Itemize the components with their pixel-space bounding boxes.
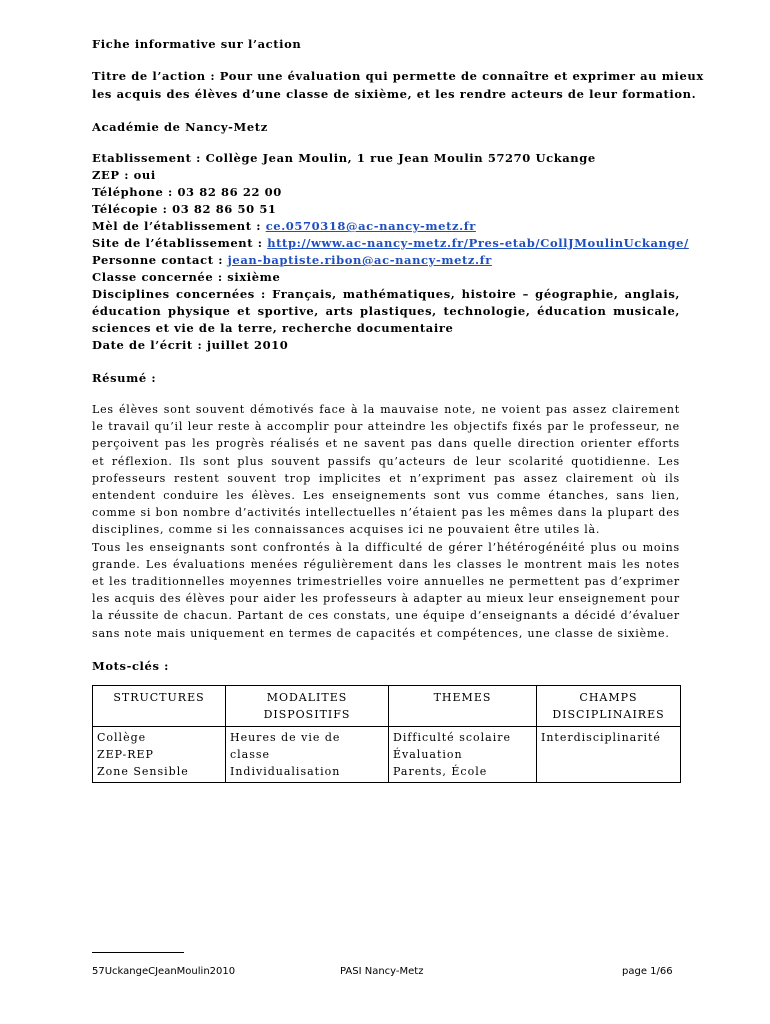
keywords-header-row xyxy=(93,685,681,726)
keywords-values-row xyxy=(93,726,681,782)
mel-link[interactable]: ce.0570318@ac-nancy-metz.fr xyxy=(265,219,476,233)
mel-line xyxy=(92,218,680,235)
list-item: Heures de vie de classe xyxy=(230,730,341,761)
mel-label: Mèl de l’établissement : xyxy=(92,219,266,233)
list-item: Interdisciplinarité xyxy=(541,730,661,744)
telecopie-line: Télécopie : 03 82 86 50 51 xyxy=(92,202,277,216)
footer-source: PASI Nancy-Metz xyxy=(340,966,424,977)
sheet-heading: Fiche informative sur l’action xyxy=(92,37,302,51)
keywords-heading: Mots-clés : xyxy=(92,658,169,673)
date-line: Date de l’écrit : juillet 2010 xyxy=(92,338,289,352)
resume-body xyxy=(92,401,680,642)
site-label: Site de l’établissement : xyxy=(92,236,268,250)
action-title-line-1: Titre de l’action : Pour une évaluation qui permette de connaître et exprimer au mieux xyxy=(92,69,704,83)
telephone-line: Téléphone : 03 82 86 22 00 xyxy=(92,185,282,199)
action-title-line-2: les acquis des élèves d’une classe de sixième, et les rendre acteurs de leur formation. xyxy=(92,87,697,101)
footer-page-number: page 1/66 xyxy=(622,966,673,977)
disciplines-line: Disciplines concernées : Français, mathématiques, histoire – géographie, anglais, éducation physique et sportive, arts plastiques, technologie, éducation musicale, sciences et vie de la terre, recherche documentaire xyxy=(92,287,680,335)
structures-cell xyxy=(93,726,226,782)
contact-line xyxy=(92,252,680,269)
list-item: Zone Sensible xyxy=(97,764,189,778)
establishment-info xyxy=(92,150,689,354)
resume-paragraph-2: Tous les enseignants sont confrontés à la difficulté de gérer l’hétérogénéité plus ou moins grande. Les évaluations menées régulièrement dans les classes le montrent mais les notes et les traditionnelles moyennes trimestrielles voire annuelles ne permettent pas d’exprimer les acquis des élèves pour aider les professeurs à adapter au mieux leur enseignement pour la réussite de chacun. Partant de ces constats, une équipe d’enseignants a décidé d’évaluer sans note mais uniquement en termes de capacités et compétences, une classe de sixième. xyxy=(92,540,680,640)
site-line xyxy=(92,235,689,252)
page-content xyxy=(92,36,704,783)
action-title xyxy=(92,67,704,103)
academie: Académie de Nancy-Metz xyxy=(92,120,268,134)
header-themes: THEMES xyxy=(389,685,537,726)
modalites-cell xyxy=(226,726,389,782)
list-item: Difficulté scolaire xyxy=(393,730,511,744)
list-item: Collège xyxy=(97,730,147,744)
footnote-divider xyxy=(92,952,184,953)
list-item: Évaluation xyxy=(393,747,463,761)
site-link[interactable]: http://www.ac-nancy-metz.fr/Pres-etab/CollJMoulinUckange/ xyxy=(267,236,689,250)
list-item: ZEP-REP xyxy=(97,747,154,761)
contact-link[interactable]: jean-baptiste.ribon@ac-nancy-metz.fr xyxy=(227,253,492,267)
classe-line: Classe concernée : sixième xyxy=(92,270,281,284)
header-champs: CHAMPS DISCIPLINAIRES xyxy=(537,685,681,726)
keywords-table xyxy=(92,685,681,783)
zep-line: ZEP : oui xyxy=(92,168,156,182)
footer-document-id: 57UckangeCJeanMoulin2010 xyxy=(92,966,236,977)
resume-heading: Résumé : xyxy=(92,371,157,385)
list-item: Parents, École xyxy=(393,764,488,778)
header-structures: STRUCTURES xyxy=(93,685,226,726)
header-modalites: MODALITES DISPOSITIFS xyxy=(226,685,389,726)
champs-cell xyxy=(537,726,681,782)
etablissement-line: Etablissement : Collège Jean Moulin, 1 rue Jean Moulin 57270 Uckange xyxy=(92,151,596,165)
list-item: Individualisation xyxy=(230,764,341,778)
themes-cell xyxy=(389,726,537,782)
contact-label: Personne contact : xyxy=(92,253,228,267)
resume-paragraph-1: Les élèves sont souvent démotivés face à la mauvaise note, ne voient pas assez clairement le travail qu’il leur reste à accomplir pour atteindre les objectifs fixés par le professeur, ne perçoivent pas les progrès réalisés et ne savent pas dans quelle direction orienter efforts et réflexion. Ils sont plus souvent passifs qu’acteurs de leur scolarité quotidienne. Les professeurs restent souvent trop implicites et n’expriment pas assez clairement où ils entendent conduire les élèves. Les enseignements sont vus comme étanches, sans lien, comme si bon nombre d’activités intellectuelles n’étaient pas les mêmes dans la plupart des disciplines, comme si les connaissances acquises ici ne pouvaient être utiles là. xyxy=(92,403,680,537)
